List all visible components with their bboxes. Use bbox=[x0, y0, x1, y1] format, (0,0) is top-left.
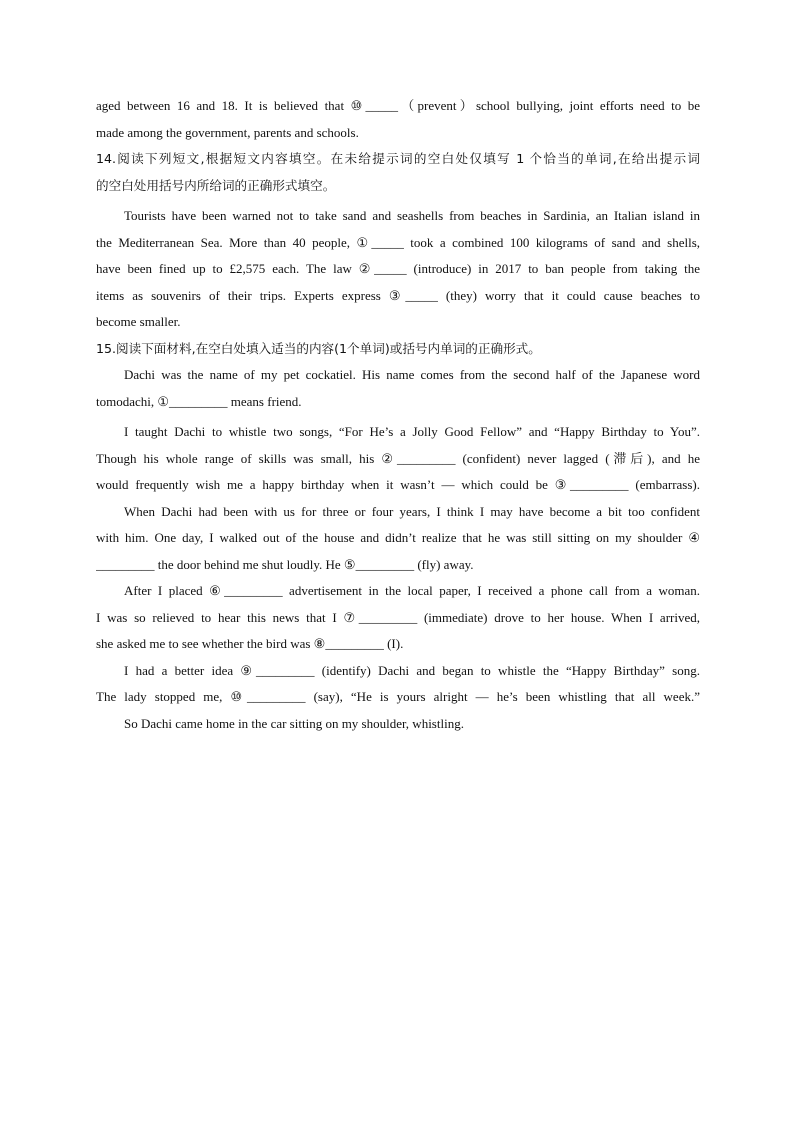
paragraph bbox=[96, 578, 700, 658]
text-line: aged between 16 and 18. It is believed that ⑩_____（prevent）school bullying, joint efforts need to be bbox=[96, 98, 700, 113]
passage-line: When Dachi had been with us for three or four years, I think I may have become a bit too confident bbox=[124, 503, 700, 519]
paragraph bbox=[96, 362, 700, 415]
paragraph bbox=[96, 711, 700, 738]
passage-line: Though his whole range of skills was small, his ②_________ (confident) never lagged (滞后), and he bbox=[96, 450, 700, 466]
passage-line: Tourists have been warned not to take sand and seashells from beaches in Sardinia, an Italian island in bbox=[124, 208, 700, 223]
passage-line: After I placed ⑥_________ advertisement in the local paper, I received a phone call from a woman. bbox=[124, 583, 700, 598]
passage-line: So Dachi came home in the car sitting on my shoulder, whistling. bbox=[124, 715, 464, 731]
question-15 bbox=[96, 336, 700, 738]
text-line: made among the government, parents and schools. bbox=[96, 124, 359, 140]
paragraph bbox=[96, 658, 700, 711]
worksheet-page bbox=[96, 93, 700, 737]
question-14 bbox=[96, 146, 700, 336]
passage-line: she asked me to see whether the bird was ⑧_________ (I). bbox=[96, 636, 404, 651]
paragraph bbox=[96, 499, 700, 579]
passage-line: _________ the door behind me shut loudly. He ⑤_________ (fly) away. bbox=[96, 556, 474, 572]
passage-line: I taught Dachi to whistle two songs, “For He’s a Jolly Good Fellow” and “Happy Birthday to You”. bbox=[124, 424, 700, 439]
passage-line: tomodachi, ①_________ means friend. bbox=[96, 393, 302, 409]
question-15-instruction: 15.阅读下面材料,在空白处填入适当的内容(1个单词)或括号内单词的正确形式。 bbox=[96, 340, 541, 356]
question-14-instruction: 的空白处用括号内所给词的正确形式填空。 bbox=[96, 177, 336, 193]
passage-line: have been fined up to £2,575 each. The law ②_____ (introduce) in 2017 to ban people from taking the bbox=[96, 261, 700, 276]
paragraph bbox=[96, 419, 700, 499]
passage-line: I was so relieved to hear this news that I ⑦_________ (immediate) drove to her house. When I arrived, bbox=[96, 609, 700, 625]
passage-line: the Mediterranean Sea. More than 40 people, ①_____ took a combined 100 kilograms of sand and shells, bbox=[96, 234, 700, 250]
continuation-text bbox=[96, 93, 700, 146]
question-14-instruction: 14.阅读下列短文,根据短文内容填空。在未给提示词的空白处仅填写 1 个恰当的单词,在给出提示词 bbox=[96, 151, 700, 166]
passage-line: I had a better idea ⑨_________ (identify) Dachi and began to whistle the “Happy Birthday” song. bbox=[124, 662, 700, 678]
passage-line: with him. One day, I walked out of the house and didn’t realize that he was still sitting on my shoulder ④ bbox=[96, 530, 700, 545]
passage-line: Dachi was the name of my pet cockatiel. His name comes from the second half of the Japanese word bbox=[124, 367, 700, 382]
passage-line: would frequently wish me a happy birthday when it wasn’t — which could be ③_________ (embarrass). bbox=[96, 477, 700, 492]
passage-line: become smaller. bbox=[96, 314, 181, 329]
passage-line: The lady stopped me, ⑩_________ (say), “He is yours alright — he’s been whistling that all week.” bbox=[96, 689, 700, 704]
passage-line: items as souvenirs of their trips. Experts express ③_____ (they) worry that it could cause beaches to bbox=[96, 287, 700, 303]
